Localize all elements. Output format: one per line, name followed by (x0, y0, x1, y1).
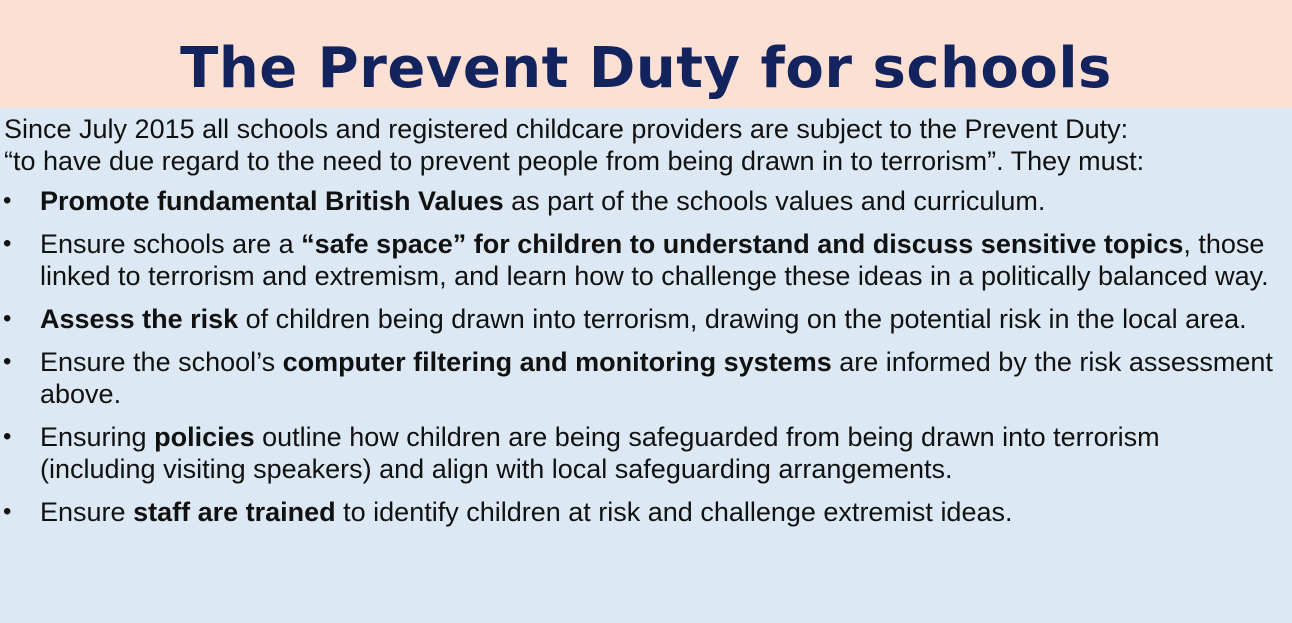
bullet-emphasis: “safe space” for children to understand and discuss sensitive topics (301, 229, 1184, 259)
duty-list (0, 185, 1292, 539)
bullet-point-icon: • (3, 423, 12, 450)
bullet-point-icon: • (3, 498, 12, 525)
bullet-pre: Ensure (40, 497, 134, 527)
list-item-safe-space (0, 228, 1292, 292)
bullet-post: as part of the schools values and curriculum. (503, 186, 1046, 216)
bullet-emphasis: Promote fundamental British Values (40, 186, 504, 216)
intro-line-2: “to have due regard to the need to prevent people from being drawn in to terrorism”. They must: (4, 146, 1145, 176)
bullet-emphasis: Assess the risk (40, 304, 239, 334)
list-item-assess-risk (0, 303, 1292, 335)
bullet-pre: Ensure the school’s (40, 347, 283, 377)
intro-line-1: Since July 2015 all schools and registered childcare providers are subject to the Prevent Duty: (4, 114, 1129, 144)
bullet-pre: Ensuring (40, 422, 155, 452)
bullet-emphasis: staff are trained (133, 497, 336, 527)
bullet-post: outline how children are being safeguarded from being drawn into terrorism (including visiting speakers) and align with local safeguarding arrangements. (40, 422, 1160, 484)
bullet-post: to identify children at risk and challenge extremist ideas. (335, 497, 1013, 527)
bullet-point-icon: • (3, 305, 12, 332)
slide-title: The Prevent Duty for schools (180, 36, 1112, 101)
bullet-post: are informed by the risk assessment above. (40, 347, 1273, 409)
slide-body (0, 108, 1292, 623)
bullet-point-icon: • (3, 348, 12, 375)
bullet-point-icon: • (3, 187, 12, 214)
bullet-emphasis: policies (154, 422, 255, 452)
bullet-post: , those linked to terrorism and extremism, and learn how to challenge these ideas in a politically balanced way. (40, 229, 1269, 291)
intro-text (4, 113, 1284, 177)
list-item-policies (0, 421, 1292, 485)
bullet-post: of children being drawn into terrorism, drawing on the potential risk in the local area. (238, 304, 1247, 334)
bullet-pre: Ensure schools are a (40, 229, 302, 259)
list-item-filtering (0, 346, 1292, 410)
list-item-british-values (0, 185, 1292, 217)
list-item-staff-trained (0, 496, 1292, 528)
bullet-emphasis: computer filtering and monitoring systems (282, 347, 832, 377)
title-band (0, 0, 1292, 108)
bullet-point-icon: • (3, 230, 12, 257)
